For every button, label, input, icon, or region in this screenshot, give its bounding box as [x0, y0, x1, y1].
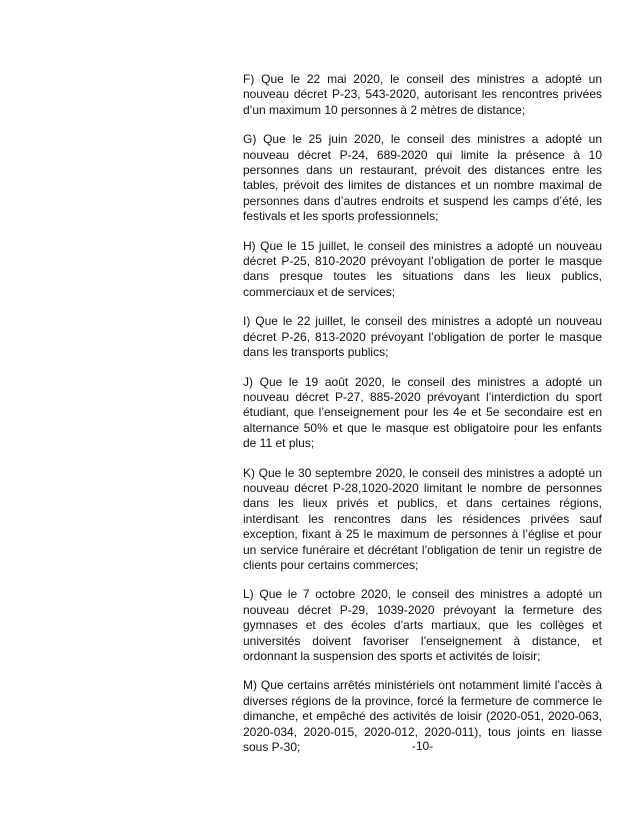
paragraph-l: L) Que le 7 octobre 2020, le conseil des ministres a adopté un nouveau décret P-29, 1039-2020 prévoyant la fermeture des gymnases et des écoles d’arts martiaux, que les collèges et universités doivent favoriser l’enseignement à distance, et ordonnant la suspension des sports et activités de loisir;: [243, 587, 602, 663]
paragraph-k: K) Que le 30 septembre 2020, le conseil des ministres a adopté un nouveau décret P-28,1020-2020 limitant le nombre de personnes dans les lieux privés et publics, et dans certaines régions, interdisant les rencontres dans les résidences privées sauf exception, fixant à 25 le maximum de personnes à l’église et pour un service funéraire et décrétant l’obligation de tenir un registre de clients pour certains commerces;: [243, 465, 602, 572]
paragraph-f: F) Que le 22 mai 2020, le conseil des ministres a adopté un nouveau décret P-23, 543-2020, autorisant les rencontres privées d’un maximum 10 personnes à 2 mètres de distance;: [243, 72, 602, 117]
document-body: [243, 72, 602, 769]
paragraph-g: G) Que le 25 juin 2020, le conseil des ministres a adopté un nouveau décret P-24, 689-2020 qui limite la présence à 10 personnes dans un restaurant, prévoit des distances entre les tables, prévoit des limites de distances et un nombre maximal de personnes dans d’autres endroits et suspend les camps d’été, les festivals et les sports professionnels;: [243, 132, 602, 224]
paragraph-i: I) Que le 22 juillet, le conseil des ministres a adopté un nouveau décret P-26, 813-2020 prévoyant l’obligation de porter le masque dans les transports publics;: [243, 314, 602, 360]
paragraph-m: M) Que certains arrêtés ministériels ont notamment limité l’accès à diverses régions de la province, forcé la fermeture de commerce le dimanche, et empêché des activités de loisir (2020-051, 2020-063, 2020-034, 2020-015, 2020-012, 2020-011), tous joints en liasse sous P-30;: [243, 678, 602, 755]
paragraph-j: J) Que le 19 août 2020, le conseil des ministres a adopté un nouveau décret P-27, 885-2020 prévoyant l’interdiction du sport étudiant, que l’enseignement pour les 4e et 5e secondaire est en alternance 50% et que le masque est obligatoire pour les enfants de 11 et plus;: [243, 374, 602, 451]
paragraph-h: H) Que le 15 juillet, le conseil des ministres a adopté un nouveau décret P-25, 810-2020 prévoyant l’obligation de porter le masque dans presque toutes les situations dans les lieux publics, commerciaux et de services;: [243, 238, 602, 299]
page-number: -10-: [411, 739, 434, 753]
